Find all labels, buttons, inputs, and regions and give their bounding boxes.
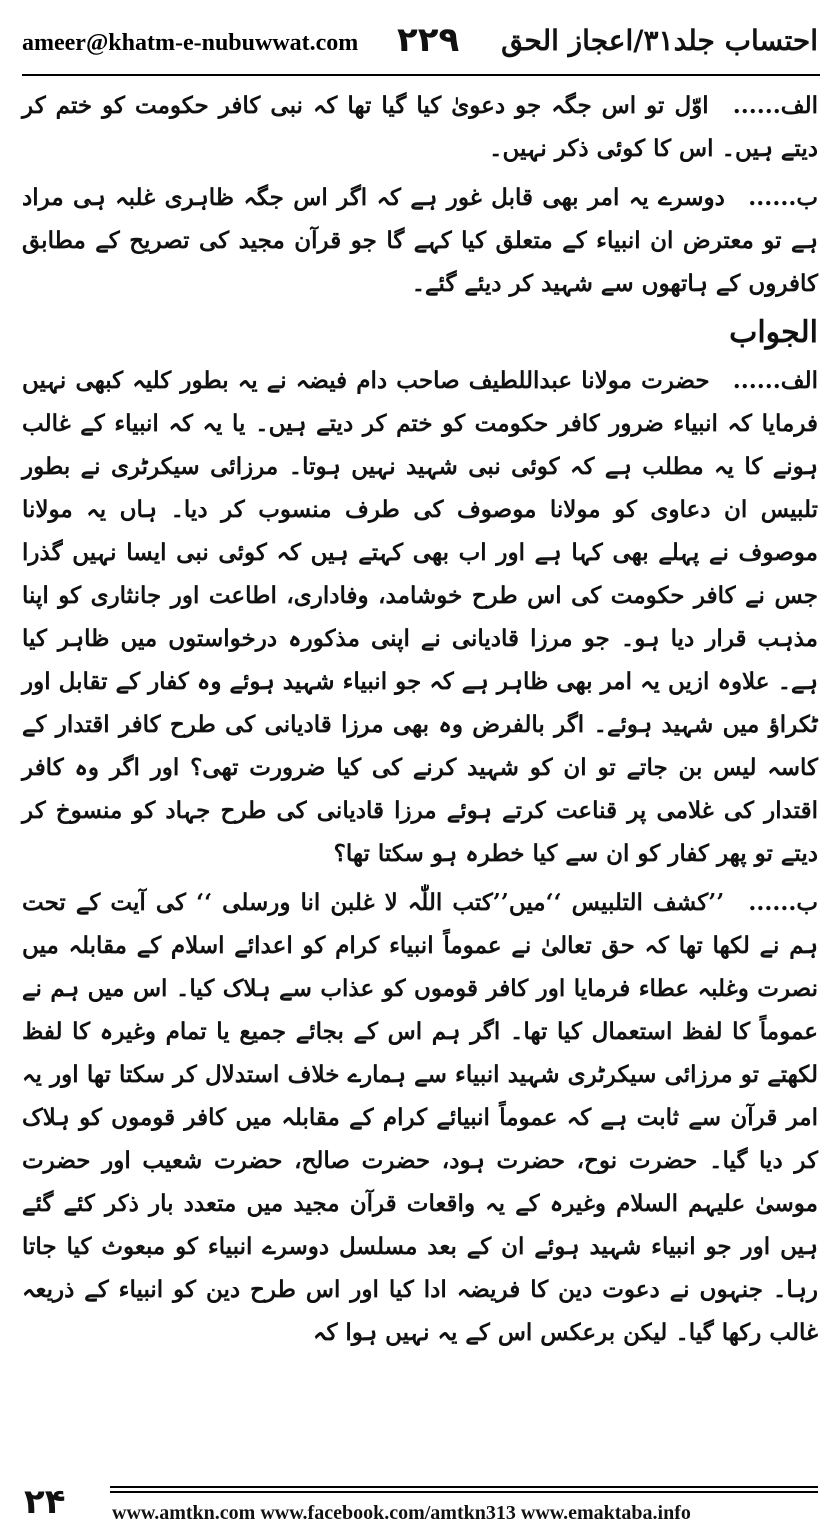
header-page-number: ۲۲۹ <box>397 20 460 60</box>
answer-paragraph-alif <box>22 359 818 875</box>
section-heading: الجواب <box>729 315 818 350</box>
footer-rule <box>110 1486 818 1488</box>
footer-rule <box>110 1491 818 1493</box>
paragraph-text: حضرت مولانا عبداللطیف صاحب دام فیضہ نے یہ بطور کلیہ کبھی نہیں فرمایا کہ انبیاء ضرور کافر حکومت کو ختم کر دیتے ہیں۔ یا یہ کہ انبیاء کے غالب ہونے کا یہ مطلب ہے کہ کوئی نبی شہید نہیں ہوتا۔ مرزائی سیکرٹری نے بطور تلبیس ان دعاوی کو مولانا موصوف کی طرف منسوب کر دیا۔ ہاں یہ مولانا موصوف نے پہلے بھی کہا ہے اور اب بھی کہتے ہیں کہ کوئی نبی ایسا نہیں گذرا جس نے کافر حکومت کی اس طرح خوشامد، وفاداری، اطاعت اور جانثاری کو اپنا مذہب قرار دیا ہو۔ جو مرزا قادیانی نے اپنی مذکورہ درخواستوں میں ظاہر کیا ہے۔ علاوہ ازیں یہ امر بھی ظاہر ہے کہ جو انبیاء شہید ہوئے وہ کفار کے تقابل اور ٹکراؤ میں شہید ہوئے۔ اگر بالفرض وہ بھی مرزا قادیانی کی طرح کافر اقتدار کے کاسہ لیس بن جاتے تو ان کو شہید کرنے کی کیا ضرورت تھی؟ اور اگر وہ کافر اقتدار کی غلامی پر قناعت کرتے ہوئے مرزا قادیانی کی طرح جہاد کو منسوخ کر دیتے تو پھر کفار کو ان سے کیا خطرہ ہو سکتا تھا؟ <box>22 367 818 867</box>
paragraph-text: ’’کشف التلبیس ‘‘میں’’کتب اللّٰہ لا غلبن انا ورسلی ‘‘ کی آیت کے تحت ہم نے لکھا تھا کہ حق تعالیٰ نے عموماً انبیاء کرام کو اعدائے اسلام کے مقابلہ میں نصرت وغلبہ عطاء فرمایا اور کافر قوموں کو عذاب سے ہلاک کیا۔ اس میں ہم نے عموماً کا لفظ استعمال کیا تھا۔ اگر ہم اس کے بجائے جمیع یا تمام وغیرہ کا لفظ لکھتے تو مرزائی سیکرٹری شہید انبیاء سے ہمارے خلاف استدلال کر سکتا تھا اور یہ امر قرآن سے ثابت ہے کہ عموماً انبیائے کرام کے مقابلہ میں کافر قوموں کو ہلاک کر دیا گیا۔ حضرت نوح، حضرت ہود، حضرت صالح، حضرت شعیب اور حضرت موسیٰ علیہم السلام وغیرہ کے یہ واقعات قرآن مجید میں متعدد بار ذکر کئے گئے ہیں اور جو انبیاء شہید ہوئے ان کے بعد مسلسل دوسرے انبیاء کو مبعوث کیا جاتا رہا۔ جنہوں نے دعوت دین کا فریضہ ادا کیا اور اس طرح دین کو انبیاء کے ذریعہ غالب رکھا گیا۔ لیکن برعکس اس کے یہ نہیں ہوا کہ <box>22 889 818 1346</box>
paragraph-label: الف...... <box>732 92 818 119</box>
footer-urls: www.amtkn.com www.facebook.com/amtkn313 www.emaktaba.info <box>112 1502 691 1524</box>
paragraph-label: ب...... <box>748 184 818 211</box>
footer-page-number: ۲۴ <box>24 1482 66 1522</box>
footer-rules <box>110 1486 818 1496</box>
paragraph-label: ب...... <box>748 889 819 916</box>
page-footer <box>0 1482 840 1540</box>
answer-paragraph-be <box>22 881 818 1354</box>
page-header <box>0 0 840 80</box>
header-rule <box>22 74 820 76</box>
header-email: ameer@khatm-e-nubuwwat.com <box>22 30 359 56</box>
paragraph-text: اوّل تو اس جگہ جو دعویٰ کیا گیا تھا کہ نبی کافر حکومت کو ختم کر دیتے ہیں۔ اس کا کوئی ذکر نہیں۔ <box>22 92 818 162</box>
header-book-title: احتساب جلد۳۱/اعجاز الحق <box>501 24 818 57</box>
paragraph-text: دوسرے یہ امر بھی قابل غور ہے کہ اگر اس جگہ ظاہری غلبہ ہی مراد ہے تو معترض ان انبیاء کے متعلق کیا کہے گا جو قرآن مجید کی تصریح کے مطابق کافروں کے ہاتھوں سے شہید کر دیئے گئے۔ <box>22 184 818 297</box>
paragraph-alif <box>22 84 818 170</box>
page-body <box>22 84 818 1360</box>
paragraph-be <box>22 176 818 305</box>
paragraph-label: الف...... <box>732 367 818 394</box>
